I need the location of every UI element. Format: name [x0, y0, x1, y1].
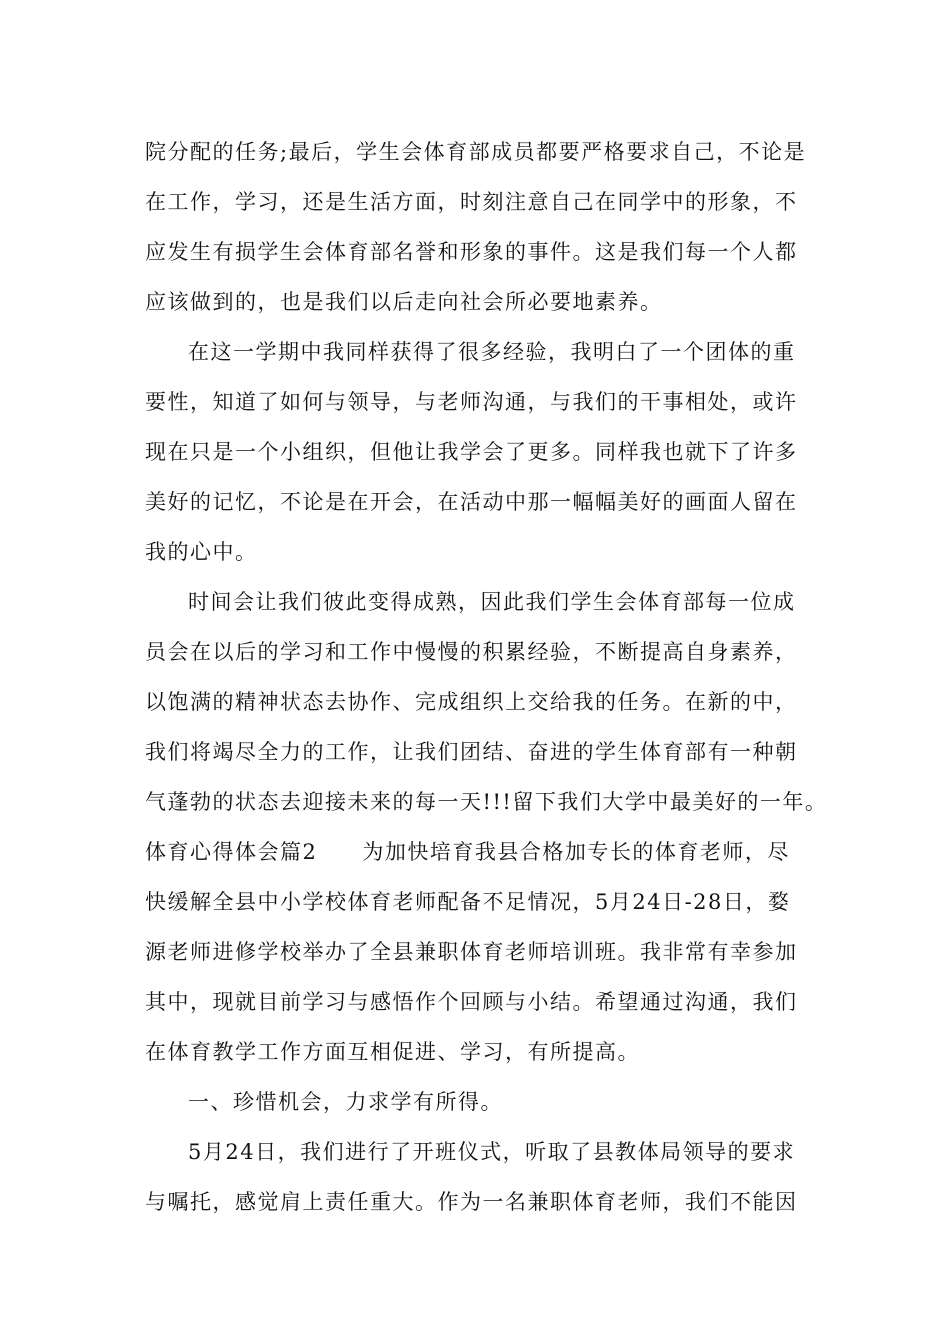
text-line: 源老师进修学校举办了全县兼职体育老师培训班。我非常有幸参加: [145, 940, 798, 964]
subheading-line: 一、珍惜机会，力求学有所得。: [188, 1090, 503, 1114]
text-line: 应发生有损学生会体育部名誉和形象的事件。这是我们每一个人都: [145, 240, 798, 264]
text-line: 与嘱托，感觉肩上责任重大。作为一名兼职体育老师，我们不能因: [145, 1190, 798, 1214]
text-line: 现在只是一个小组织，但他让我学会了更多。同样我也就下了许多: [145, 440, 798, 464]
text-line: 要性，知道了如何与领导，与老师沟通，与我们的干事相处，或许: [145, 390, 798, 414]
section-heading-line: 体育心得体会篇2 为加快培育我县合格加专长的体育老师，尽: [145, 840, 790, 864]
text-line: 在体育教学工作方面互相促进、学习，有所提高。: [145, 1040, 640, 1064]
paragraph-first-line: 时间会让我们彼此变得成熟，因此我们学生会体育部每一位成: [188, 590, 796, 614]
text-line: 我们将竭尽全力的工作，让我们团结、奋进的学生体育部有一种朝: [145, 740, 798, 764]
text-line: 气蓬勃的状态去迎接未来的每一天!!!留下我们大学中最美好的一年。: [145, 790, 828, 814]
text-line: 员会在以后的学习和工作中慢慢的积累经验，不断提高自身素养，: [145, 640, 798, 664]
paragraph-first-line: 5月24日，我们进行了开班仪式，听取了县教体局领导的要求: [188, 1140, 796, 1164]
text-line: 以饱满的精神状态去协作、完成组织上交给我的任务。在新的中，: [145, 690, 798, 714]
paragraph-first-line: 在这一学期中我同样获得了很多经验，我明白了一个团体的重: [188, 340, 796, 364]
text-line: 应该做到的，也是我们以后走向社会所必要地素养。: [145, 290, 663, 314]
text-line: 在工作，学习，还是生活方面，时刻注意自己在同学中的形象，不: [145, 190, 798, 214]
text-line: 我的心中。: [145, 540, 258, 564]
text-line: 其中，现就目前学习与感悟作个回顾与小结。希望通过沟通，我们: [145, 990, 798, 1014]
text-line: 院分配的任务;最后，学生会体育部成员都要严格要求自己，不论是: [145, 140, 807, 164]
text-line: 美好的记忆，不论是在开会，在活动中那一幅幅美好的画面人留在: [145, 490, 798, 514]
text-line: 快缓解全县中小学校体育老师配备不足情况，5月24日-28日，婺: [145, 890, 791, 914]
